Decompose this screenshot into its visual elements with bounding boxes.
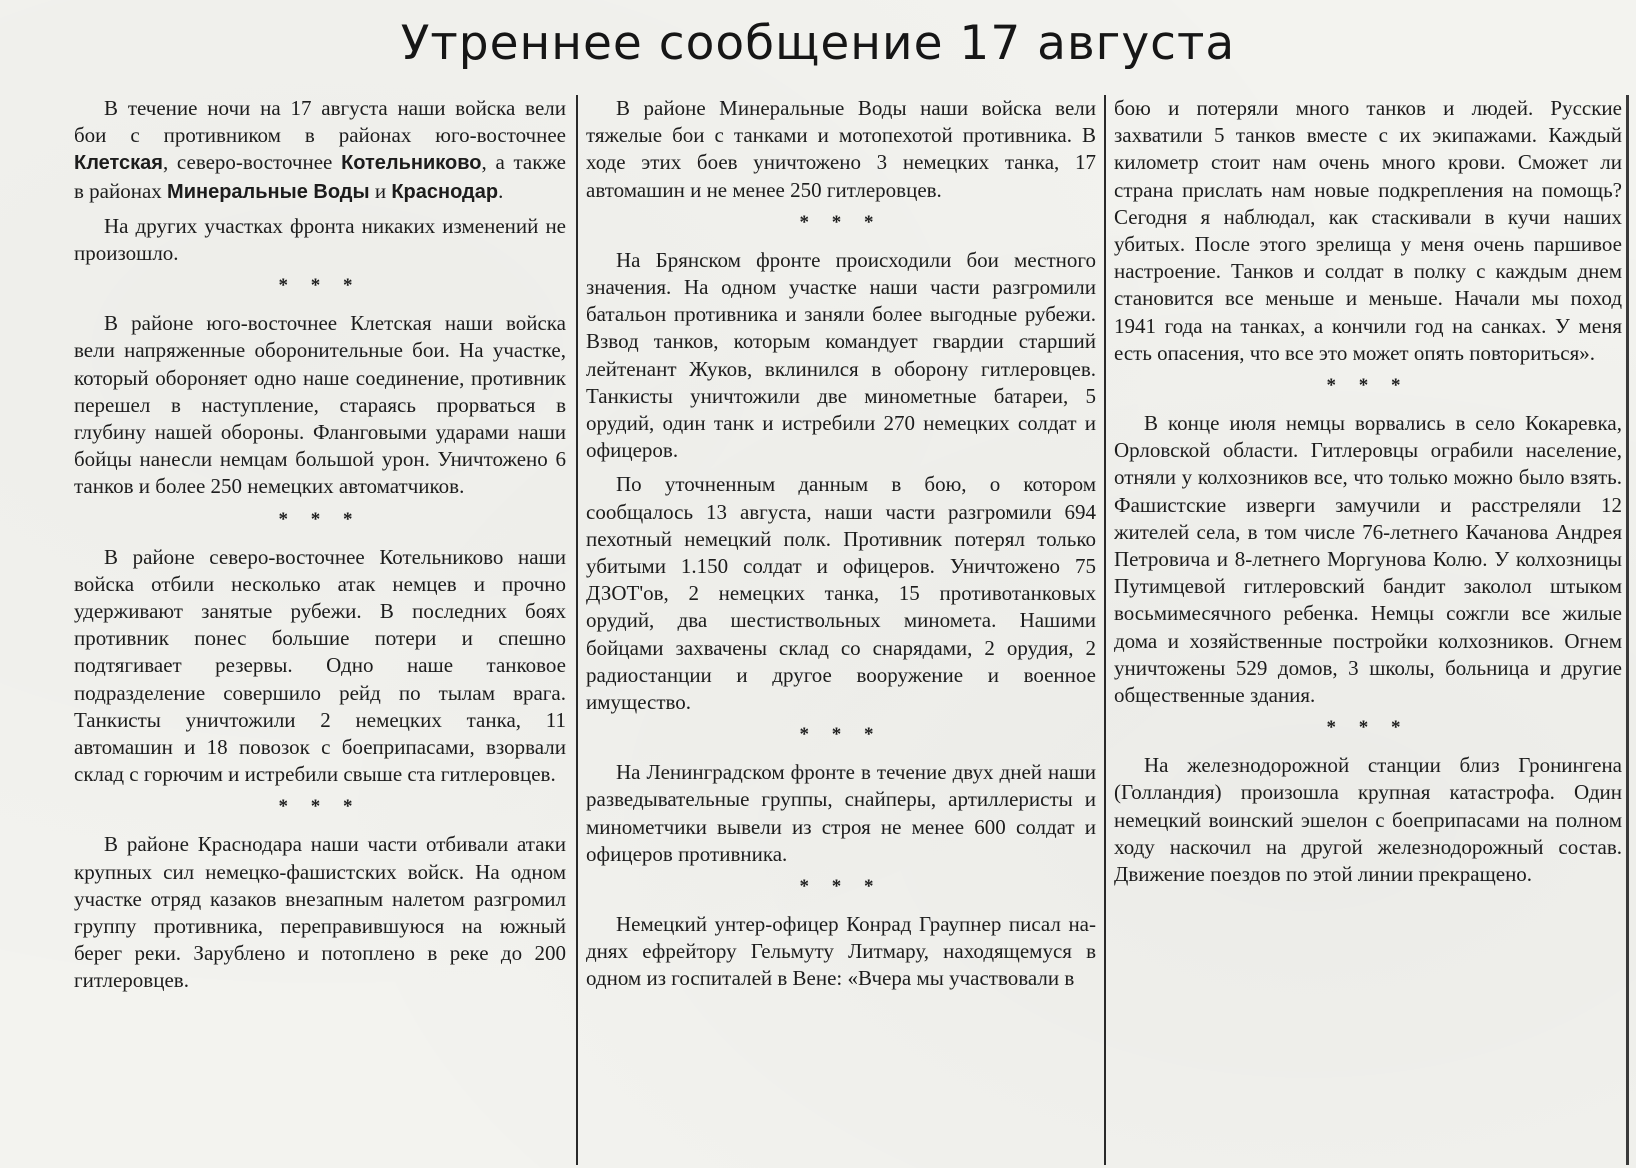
paragraph: В конце июля немцы ворвались в село Кокаревка, Орловской области. Гитлеровцы ограбили население, отняли у колхозников все, что только можно было взять. Фашистские изверги замучили и расстреляли 12 жителей села, в том числе 76-летнего Качанова Андрея Петровича и 8-летнего Моргунова Колю. У колхозницы Путимцевой гитлеровский бандит заколол штыком восьмимесячного ребенка. Немцы сожгли все жилые дома и хозяйственные постройки колхозников. Огнем уничтожены 529 домов, 3 школы, больница и другие общественные здания.	[1114, 411, 1622, 708]
paragraph: В районе Минеральные Воды наши войска вели тяжелые бои с танками и мотопехотой противника. В ходе этих боев уничтожено 3 немецких танка, 17 автомашин и не менее 250 гитлеровцев.	[586, 96, 1096, 202]
separator: * * *	[799, 724, 883, 746]
paragraph: бою и потеряли много танков и людей. Русские захватили 5 танков вместе с их экипажами. Каждый километр стоит нам очень много крови. Сможет ли страна прислать нам новые подкрепления на помощь? Сегодня я наблюдал, как стаскивали в кучи наших убитых. После этого зрелища у меня очень паршивое настроение. Танков и солдат в полку с каждым днем становится все меньше и меньше. Начали мы поход 1941 года на танках, а кончили год на санках. У меня есть опасения, что все это может опять повториться».	[1114, 96, 1622, 365]
column-1	[74, 95, 566, 1160]
place-name: Котельниково	[341, 152, 482, 175]
paragraph: Немецкий унтер-офицер Конрад Граупнер писал на-днях ефрейтору Гельмуту Литмару, находящемуся в одном из госпиталей в Вене: «Вчера мы участвовали в	[586, 912, 1096, 991]
paragraph: На железнодорожной станции близ Гронингена (Голландия) произошла крупная катастрофа. Один немецкий воинский эшелон с боеприпасами на полном ходу наскочил на другой железнодорожный состав. Движение поездов по этой линии прекращено.	[1114, 753, 1622, 887]
column-2	[586, 95, 1096, 1160]
separator: * * *	[799, 211, 883, 233]
paragraph: На Брянском фронте происходили бои местного значения. На одном участке наши части разгромили батальон противника и заняли более выгодные рубежи. Взвод танков, которым командует гвардии старший лейтенант Жуков, вклинился в оборону гитлеровцев. Танкисты уничтожили две минометные батареи, 5 орудий, один танк и истребили 270 немецких солдат и офицеров.	[586, 247, 1096, 463]
paragraph-text: , а также в районах	[74, 150, 566, 203]
article-columns	[0, 95, 1636, 1165]
separator: * * *	[799, 876, 883, 898]
paragraph: В районе Краснодара наши части отбивали атаки крупных сил немецко-фашистских войск. На одном участке отряд казаков внезапным налетом разгромил группу противника, переправившуюся на южный берег реки. Зарублено и потоплено в реке до 200 гитлеровцев.	[74, 832, 566, 993]
paragraph: В районе юго-восточнее Клетская наши войска вели напряженные оборонительные бои. На участке, который обороняет одно наше соединение, противник перешел в наступление, стараясь прорваться в глубину нашей обороны. Фланговыми ударами наши бойцы нанесли немцам большой урон. Уничтожено 6 танков и более 250 немецких автоматчиков.	[74, 311, 566, 499]
separator: * * *	[278, 796, 362, 818]
paragraph: На других участках фронта никаких изменений не произошло.	[74, 213, 566, 266]
separator: * * *	[278, 508, 362, 530]
paragraph: По уточненным данным в бою, о котором сообщалось 13 августа, наши части разгромили 694 пехотный немецкий полк. Противник потерял только убитыми 1.150 солдат и офицеров. Уничтожено 75 ДЗОТ'ов, 2 немецких танка, 15 противотанковых орудий, два шестиствольных миномета. Нашими бойцами захвачены склад со снарядами, 2 орудия, 2 радиостанции и другое вооружение и военное имущество.	[586, 472, 1096, 715]
separator: * * *	[278, 275, 362, 297]
paragraph: На Ленинградском фронте в течение двух дней наши разведывательные группы, снайперы, артиллеристы и минометчики вывели из строя не менее 600 солдат и офицеров противника.	[586, 760, 1096, 866]
separator: * * *	[1326, 717, 1410, 739]
paragraph	[74, 95, 566, 206]
paragraph-text: .	[498, 178, 504, 203]
place-name: Клетская	[74, 152, 163, 175]
place-name: Минеральные Воды	[167, 180, 370, 203]
place-name: Краснодар	[391, 180, 499, 203]
headline: Утреннее сообщение 17 августа	[400, 16, 1236, 71]
separator: * * *	[1326, 375, 1410, 397]
paragraph-text: , северо-восточнее	[162, 150, 342, 175]
paragraph-text: и	[369, 178, 392, 203]
paragraph: В районе северо-восточнее Котельниково наши войска отбили несколько атак немцев и прочно удерживают занятые рубежи. В последних боях противник понес большие потери и спешно подтягивает резервы. Одно наше танковое подразделение совершило рейд по тылам врага. Танкисты уничтожили 2 немецких танка, 11 автомашин и 18 повозок с боеприпасами, взорвали склад с горючим и истребили свыше ста гитлеровцев.	[74, 544, 566, 787]
paragraph-text: В течение ночи на 17 августа наши войска вели бои с противником в районах юго-восточнее	[74, 96, 566, 148]
column-3	[1114, 95, 1622, 1160]
